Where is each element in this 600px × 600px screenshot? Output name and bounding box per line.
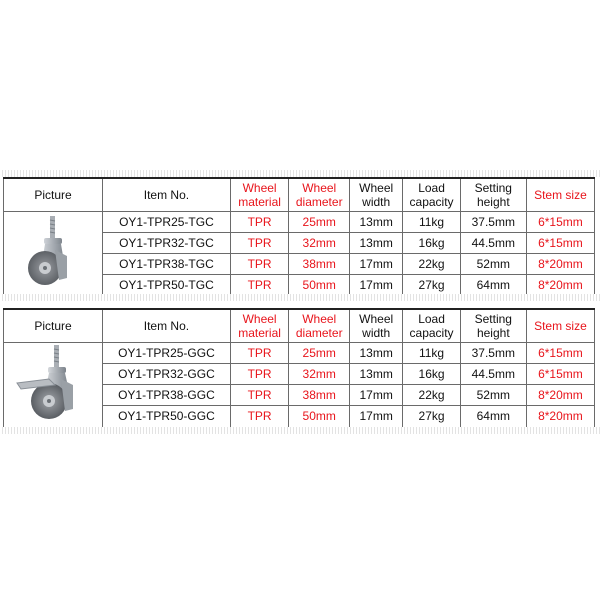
- col-wheel-diameter-header: Wheel diameter: [289, 178, 350, 211]
- wheel-material-cell: TPR: [230, 342, 289, 363]
- col-item-no-header: Item No.: [103, 178, 231, 211]
- wheel-width-cell: 13mm: [350, 211, 403, 232]
- wheel-material-cell: TPR: [230, 254, 289, 275]
- setting-height-cell: 64mm: [460, 275, 526, 296]
- stem-size-cell: 8*20mm: [526, 406, 594, 427]
- col-setting-height-header: Setting height: [460, 178, 526, 211]
- stem-size-cell: 6*15mm: [526, 232, 594, 253]
- wheel-diameter-cell: 38mm: [289, 385, 350, 406]
- wheel-diameter-cell: 50mm: [289, 406, 350, 427]
- wheel-width-cell: 17mm: [350, 406, 403, 427]
- stem-size-cell: 6*15mm: [526, 342, 594, 363]
- stem-size-cell: 8*20mm: [526, 275, 594, 296]
- table-header-row: [4, 309, 595, 342]
- load-capacity-cell: 16kg: [403, 363, 461, 384]
- wheel-width-cell: 17mm: [350, 254, 403, 275]
- caster-wheel-icon: [9, 212, 97, 296]
- spec-table-tgc: [3, 177, 595, 297]
- item-no-cell: OY1-TPR32-TGC: [103, 232, 231, 253]
- setting-height-cell: 64mm: [460, 406, 526, 427]
- middle-divider-band: [0, 294, 600, 301]
- caster-brake-wheel-icon: [9, 343, 97, 427]
- setting-height-cell: 52mm: [460, 254, 526, 275]
- wheel-width-cell: 13mm: [350, 363, 403, 384]
- top-divider-band: [0, 170, 600, 177]
- wheel-diameter-cell: 32mm: [289, 363, 350, 384]
- stem-size-cell: 8*20mm: [526, 385, 594, 406]
- item-no-cell: OY1-TPR32-GGC: [103, 363, 231, 384]
- wheel-width-cell: 17mm: [350, 275, 403, 296]
- col-wheel-width-header: Wheel width: [350, 309, 403, 342]
- load-capacity-cell: 11kg: [403, 211, 461, 232]
- col-wheel-width-header: Wheel width: [350, 178, 403, 211]
- setting-height-cell: 37.5mm: [460, 211, 526, 232]
- load-capacity-cell: 22kg: [403, 254, 461, 275]
- setting-height-cell: 44.5mm: [460, 232, 526, 253]
- wheel-diameter-cell: 25mm: [289, 342, 350, 363]
- wheel-material-cell: TPR: [230, 363, 289, 384]
- wheel-diameter-cell: 38mm: [289, 254, 350, 275]
- col-stem-size-header: Stem size: [526, 309, 594, 342]
- col-wheel-material-header: Wheel material: [230, 309, 289, 342]
- col-load-capacity-header: Load capacity: [403, 178, 461, 211]
- setting-height-cell: 52mm: [460, 385, 526, 406]
- item-no-cell: OY1-TPR50-GGC: [103, 406, 231, 427]
- wheel-material-cell: TPR: [230, 385, 289, 406]
- wheel-width-cell: 13mm: [350, 232, 403, 253]
- wheel-material-cell: TPR: [230, 232, 289, 253]
- col-load-capacity-header: Load capacity: [403, 309, 461, 342]
- col-wheel-diameter-header: Wheel diameter: [289, 309, 350, 342]
- load-capacity-cell: 11kg: [403, 342, 461, 363]
- load-capacity-cell: 27kg: [403, 275, 461, 296]
- wheel-material-cell: TPR: [230, 406, 289, 427]
- wheel-width-cell: 13mm: [350, 342, 403, 363]
- col-stem-size-header: Stem size: [526, 178, 594, 211]
- col-picture-header: Picture: [4, 309, 103, 342]
- bottom-divider-band: [0, 427, 600, 434]
- load-capacity-cell: 22kg: [403, 385, 461, 406]
- wheel-diameter-cell: 32mm: [289, 232, 350, 253]
- col-wheel-material-header: Wheel material: [230, 178, 289, 211]
- wheel-width-cell: 17mm: [350, 385, 403, 406]
- item-no-cell: OY1-TPR38-TGC: [103, 254, 231, 275]
- caster-picture-cell: [4, 211, 103, 296]
- stem-size-cell: 6*15mm: [526, 363, 594, 384]
- wheel-diameter-cell: 50mm: [289, 275, 350, 296]
- col-picture-header: Picture: [4, 178, 103, 211]
- caster-brake-picture-cell: [4, 342, 103, 427]
- col-item-no-header: Item No.: [103, 309, 231, 342]
- setting-height-cell: 44.5mm: [460, 363, 526, 384]
- table-row: [4, 211, 595, 232]
- load-capacity-cell: 27kg: [403, 406, 461, 427]
- item-no-cell: OY1-TPR25-TGC: [103, 211, 231, 232]
- stem-size-cell: 6*15mm: [526, 211, 594, 232]
- wheel-diameter-cell: 25mm: [289, 211, 350, 232]
- item-no-cell: OY1-TPR50-TGC: [103, 275, 231, 296]
- setting-height-cell: 37.5mm: [460, 342, 526, 363]
- stem-size-cell: 8*20mm: [526, 254, 594, 275]
- item-no-cell: OY1-TPR38-GGC: [103, 385, 231, 406]
- table-row: [4, 342, 595, 363]
- table-header-row: [4, 178, 595, 211]
- col-setting-height-header: Setting height: [460, 309, 526, 342]
- item-no-cell: OY1-TPR25-GGC: [103, 342, 231, 363]
- wheel-material-cell: TPR: [230, 211, 289, 232]
- wheel-material-cell: TPR: [230, 275, 289, 296]
- spec-table-ggc: [3, 308, 595, 428]
- load-capacity-cell: 16kg: [403, 232, 461, 253]
